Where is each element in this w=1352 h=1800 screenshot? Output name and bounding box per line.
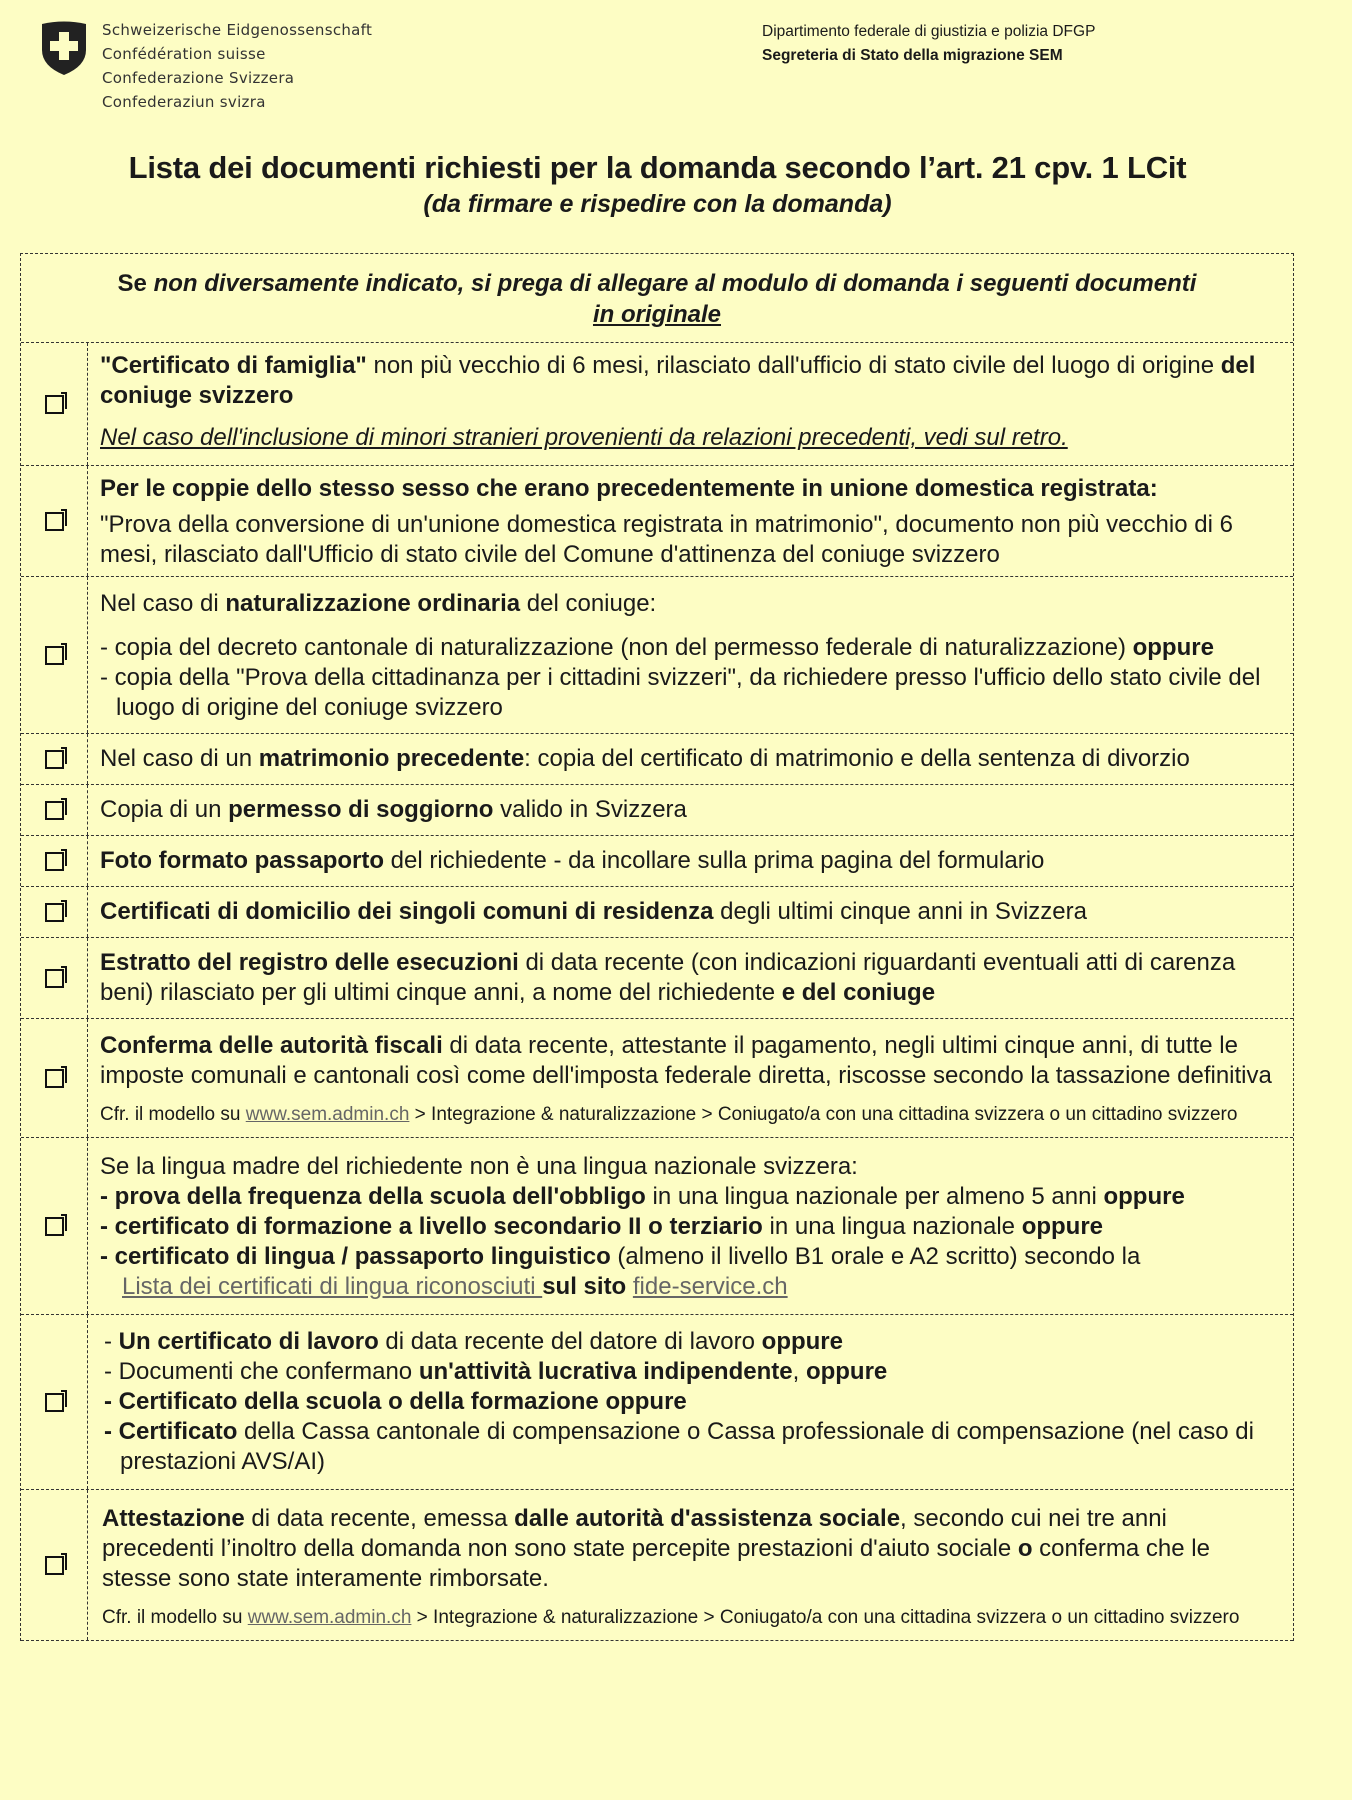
item-text: di data recente (con indicazioni riguardanti eventuali atti di carenza beni) rilasciato per gli ultimi cinque anni, a nome del richiedente — [100, 949, 1236, 1006]
checklist-item — [21, 466, 1293, 577]
item-text: di data recente del datore di lavoro — [378, 1328, 762, 1355]
reference-text: Cfr. il modello su — [100, 1104, 246, 1125]
checklist-item — [21, 836, 1293, 887]
intro-underlined: in originale — [592, 301, 721, 328]
reference-text: > Integrazione & naturalizzazione > Coniugato/a con una cittadina svizzera o un cittadino svizzero — [409, 1104, 1238, 1125]
item-text: conferma che le stesse sono state interamente rimborsate. — [102, 1535, 1210, 1592]
checklist-item — [21, 887, 1293, 938]
confederation-names — [102, 18, 372, 114]
intro-row — [21, 254, 1293, 343]
checklist-item — [21, 343, 1293, 466]
page-subtitle: (da firmare e rispedire con la domanda) — [423, 190, 892, 218]
item-bold: - certificato di lingua / passaporto linguistico — [100, 1243, 611, 1270]
office-name: Segreteria di Stato della migrazione SEM — [762, 47, 1063, 64]
item-text: Se la lingua madre del richiedente non è una lingua nazionale svizzera: — [100, 1153, 858, 1180]
confed-name-fr: Confédération suisse — [102, 45, 266, 63]
checkbox[interactable] — [45, 1069, 64, 1088]
fide-service-link[interactable]: fide-service.ch — [632, 1273, 788, 1300]
item-bold: Attestazione — [102, 1505, 245, 1532]
sem-website-link[interactable]: www.sem.admin.ch — [245, 1104, 410, 1125]
item-text: , — [792, 1358, 806, 1385]
item-bold: naturalizzazione ordinaria — [225, 590, 521, 617]
item-text: : copia del certificato di matrimonio e della sentenza di divorzio — [524, 745, 1190, 772]
department-block — [762, 20, 1095, 68]
checklist-item — [21, 1019, 1293, 1138]
checkbox[interactable] — [45, 969, 64, 988]
checkbox[interactable] — [45, 1217, 64, 1236]
reference-text: Cfr. il modello su — [102, 1607, 248, 1628]
checkbox[interactable] — [45, 750, 64, 769]
item-text: - Documenti che confermano — [104, 1358, 419, 1385]
language-certificates-link[interactable]: Lista dei certificati di lingua riconosciuti — [122, 1273, 543, 1300]
item-bold: o — [1017, 1535, 1033, 1562]
item-bold: - Certificato della scuola o della formazione oppure — [104, 1388, 687, 1415]
item-text: del richiedente - da incollare sulla prima pagina del formulario — [384, 847, 1045, 874]
checklist-item — [21, 734, 1293, 785]
item-text: degli ultimi cinque anni in Svizzera — [713, 898, 1087, 925]
checkbox[interactable] — [45, 903, 64, 922]
checklist-item — [21, 1138, 1293, 1315]
item-bold: sul sito — [542, 1273, 633, 1300]
confed-name-de: Schweizerische Eidgenossenschaft — [102, 21, 373, 39]
item-bold: Conferma delle autorità fiscali — [100, 1032, 443, 1059]
checkbox[interactable] — [45, 1556, 64, 1575]
item-text: del coniuge: — [520, 590, 657, 617]
letterhead-logo — [40, 18, 372, 114]
item-text: valido in Svizzera — [493, 796, 687, 823]
item-bold: oppure — [1132, 634, 1214, 661]
item-text: - copia del decreto cantonale di naturalizzazione (non del permesso federale di naturalizzazione) — [100, 634, 1133, 661]
item-text: - — [104, 1328, 119, 1355]
item-bold: oppure — [761, 1328, 843, 1355]
sem-website-link[interactable]: www.sem.admin.ch — [247, 1607, 412, 1628]
item-text: (almeno il livello B1 orale e A2 scritto) secondo la — [610, 1243, 1141, 1270]
item-bold: - Certificato — [104, 1418, 238, 1445]
item-text: Nel caso di un — [100, 745, 259, 772]
item-bold: e del coniuge — [781, 979, 936, 1006]
item-bold: un'attività lucrativa indipendente — [418, 1358, 793, 1385]
item-bold: Foto formato passaporto — [100, 847, 385, 874]
document-checklist — [20, 253, 1294, 1641]
item-bold: matrimonio precedente — [258, 745, 525, 772]
item-text: in una lingua nazionale per almeno 5 anni — [645, 1183, 1104, 1210]
item-bold: "Certificato di famiglia" — [100, 352, 367, 379]
item-text: "Prova della conversione di un'unione domestica registrata in matrimonio", documento non più vecchio di 6 mesi, rilasciato dall'Ufficio di stato civile del Comune d'attinenza del coniuge svizzero — [100, 511, 1233, 568]
checkbox[interactable] — [45, 852, 64, 871]
checklist-item — [21, 1490, 1293, 1641]
department-name: Dipartimento federale di giustizia e polizia DFGP — [762, 23, 1096, 40]
item-text: Copia di un — [100, 796, 229, 823]
item-bold: permesso di soggiorno — [228, 796, 494, 823]
item-bold: Per le coppie dello stesso sesso che erano precedentemente in unione domestica registrata: — [100, 475, 1158, 502]
swiss-shield-icon — [40, 20, 88, 76]
item-bold: - prova della frequenza della scuola dell'obbligo — [100, 1183, 646, 1210]
item-text: di data recente, attestante il pagamento, negli ultimi cinque anni, di tutte le imposte comunali e cantonali così come dell'imposta federale diretta, riscosse secondo la tassazione definitiva — [100, 1032, 1272, 1089]
item-bold: Estratto del registro delle esecuzioni — [100, 949, 519, 976]
checklist-item — [21, 785, 1293, 836]
item-bold: Un certificato di lavoro — [118, 1328, 379, 1355]
item-bold: - certificato di formazione a livello secondario II o terziario — [100, 1213, 763, 1240]
intro-text: non diversamente indicato, si prega di allegare al modulo di domanda i seguenti documenti — [146, 270, 1197, 297]
page-title: Lista dei documenti richiesti per la domanda secondo l’art. 21 cpv. 1 LCit — [128, 150, 1187, 185]
confed-name-it: Confederazione Svizzera — [102, 69, 295, 87]
item-note: Nel caso dell'inclusione di minori stranieri provenienti da relazioni precedenti, vedi sul retro. — [100, 424, 1068, 451]
item-text: , secondo cui nei tre anni precedenti l’inoltro della domanda non sono state percepite prestazioni d'aiuto sociale — [102, 1505, 1167, 1562]
item-text: - copia della "Prova della cittadinanza per i cittadini svizzeri", da richiedere presso l'ufficio dello stato civile del luogo di origine del coniuge svizzero — [100, 664, 1261, 721]
item-bold: oppure — [805, 1358, 888, 1385]
checklist-item — [21, 1315, 1293, 1490]
item-bold: Certificati di domicilio dei singoli comuni di residenza — [100, 898, 714, 925]
checklist-item — [21, 577, 1293, 734]
checklist-item — [21, 938, 1293, 1019]
item-text: della Cassa cantonale di compensazione o Cassa professionale di compensazione (nel caso di prestazioni AVS/AI) — [120, 1418, 1254, 1475]
item-text: in una lingua nazionale — [762, 1213, 1022, 1240]
item-text: Nel caso di — [100, 590, 226, 617]
confed-name-rm: Confederaziun svizra — [102, 93, 266, 111]
item-bold: oppure — [1103, 1183, 1185, 1210]
item-text: di data recente, emessa — [244, 1505, 515, 1532]
item-bold: oppure — [1021, 1213, 1104, 1240]
item-bold: dalle autorità d'assistenza sociale — [514, 1505, 901, 1532]
checkbox[interactable] — [45, 646, 64, 665]
item-text: non più vecchio di 6 mesi, rilasciato dall'ufficio di stato civile del luogo di origine — [366, 352, 1221, 379]
intro-se: Se — [117, 270, 147, 297]
checkbox[interactable] — [45, 1393, 64, 1412]
checkbox[interactable] — [45, 512, 64, 531]
checkbox[interactable] — [45, 395, 64, 414]
reference-text: > Integrazione & naturalizzazione > Coniugato/a con una cittadina svizzera o un cittadino svizzero — [411, 1607, 1240, 1628]
item-bold: del coniuge svizzero — [100, 352, 1256, 409]
checkbox[interactable] — [45, 801, 64, 820]
